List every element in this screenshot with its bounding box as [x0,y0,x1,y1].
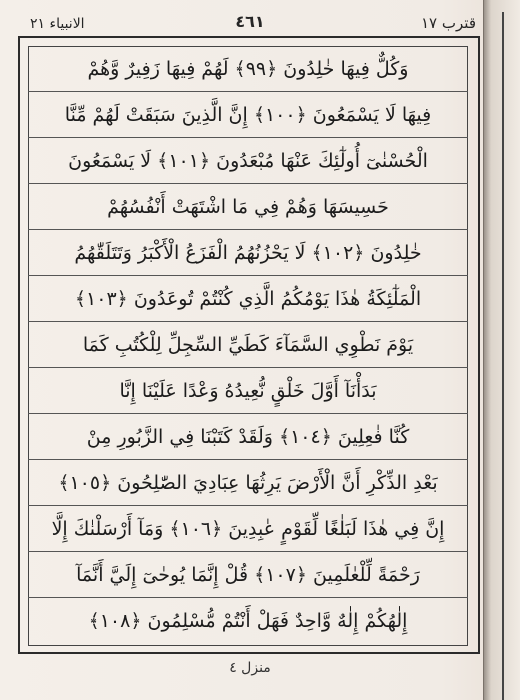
surah-label: الانبياء ٢١ [30,16,85,32]
text-block [28,46,468,646]
text-line: خٰلِدُونَ ﴿١٠٢﴾ لَا يَحْزُنُهُمُ الْفَزَعُ الْأَكْبَرُ وَتَتَلَقّٰهُمُ [28,230,468,276]
text-line: الْحُسْنٰىٓ أُولٰٓئِكَ عَنْهَا مُبْعَدُونَ ﴿١٠١﴾ لَا يَسْمَعُونَ [28,138,468,184]
manzil-label: منزل ٤ [229,660,271,676]
adjacent-page-edge [483,0,520,700]
adjacent-page-border [502,12,504,700]
text-line: إِنَّ فِي هٰذَا لَبَلٰغًا لِّقَوْمٍ عٰبِدِينَ ﴿١٠٦﴾ وَمَآ أَرْسَلْنٰكَ إِلَّا [28,506,468,552]
text-line: وَكُلٌّ فِيهَا خٰلِدُونَ ﴿٩٩﴾ لَهُمْ فِيهَا زَفِيرٌ وَّهُمْ [28,46,468,92]
text-line: بَعْدِ الذِّكْرِ أَنَّ الْأَرْضَ يَرِثُهَا عِبَادِيَ الصّٰلِحُونَ ﴿١٠٥﴾ [28,460,468,506]
text-line: حَسِيسَهَا وَهُمْ فِي مَا اشْتَهَتْ أَنْفُسُهُمْ [28,184,468,230]
page-number: ٤٦١ [235,12,265,31]
text-line: الْمَلٰٓئِكَةُ هٰذَا يَوْمُكُمُ الَّذِي كُنْتُمْ تُوعَدُونَ ﴿١٠٣﴾ [28,276,468,322]
text-line: فِيهَا لَا يَسْمَعُونَ ﴿١٠٠﴾ إِنَّ الَّذِينَ سَبَقَتْ لَهُمْ مِّنَّا [28,92,468,138]
text-line: بَدَأْنَآ أَوَّلَ خَلْقٍ نُّعِيدُهُ وَعْدًا عَلَيْنَا إِنَّا [28,368,468,414]
text-line: إِلٰهُكُمْ إِلٰهٌ وَّاحِدٌ فَهَلْ أَنْتُمْ مُّسْلِمُونَ ﴿١٠٨﴾ [88,610,408,632]
text-line: كُنَّا فٰعِلِينَ ﴿١٠٤﴾ وَلَقَدْ كَتَبْنَا فِي الزَّبُورِ مِنْ [28,414,468,460]
text-line: يَوْمَ نَطْوِي السَّمَآءَ كَطَيِّ السِّجِلِّ لِلْكُتُبِ كَمَا [28,322,468,368]
juz-label: قترب ١٧ [421,14,476,32]
text-line: رَحْمَةً لِّلْعٰلَمِينَ ﴿١٠٧﴾ قُلْ إِنَّمَا يُوحٰىٓ إِلَيَّ أَنَّمَآ [28,552,468,598]
